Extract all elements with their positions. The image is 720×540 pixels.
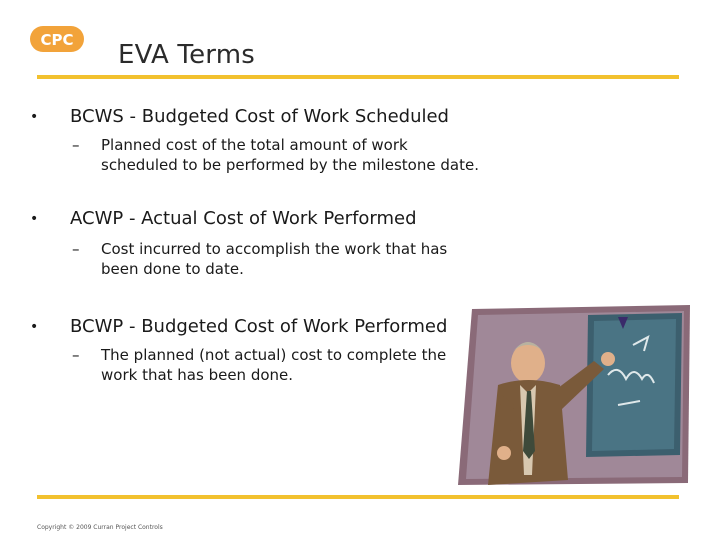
copyright-text: Copyright © 2009 Curran Project Controls: [37, 524, 163, 531]
sub-item-text: [101, 345, 496, 385]
cpc-logo: [30, 24, 84, 54]
dash-icon: –: [72, 346, 80, 364]
bullet-label: BCWP - Budgeted Cost of Work Performed: [70, 316, 448, 337]
bullet-label: BCWS - Budgeted Cost of Work Scheduled: [70, 106, 449, 127]
sub-item-text: [101, 135, 496, 175]
bullet-icon: •: [30, 319, 39, 335]
sub-line: scheduled to be performed by the milestone date.: [101, 156, 479, 174]
bullet-icon: •: [30, 109, 39, 125]
footer-divider: [37, 495, 679, 499]
bullet-label: ACWP - Actual Cost of Work Performed: [70, 208, 417, 229]
dash-icon: –: [72, 240, 80, 258]
bullet-icon: •: [30, 211, 39, 227]
sub-line: The planned (not actual) cost to complete the: [101, 346, 447, 364]
sub-line: Planned cost of the total amount of work: [101, 136, 408, 154]
sub-item-text: [101, 239, 496, 279]
sub-line: work that has been done.: [101, 366, 294, 384]
header-divider: [37, 75, 679, 79]
sub-line: been done to date.: [101, 260, 244, 278]
sub-line: Cost incurred to accomplish the work that has: [101, 240, 448, 258]
presenter-clipart: [458, 305, 690, 485]
page-title: EVA Terms: [118, 40, 255, 70]
logo-text: CPC: [40, 31, 74, 49]
dash-icon: –: [72, 136, 80, 154]
